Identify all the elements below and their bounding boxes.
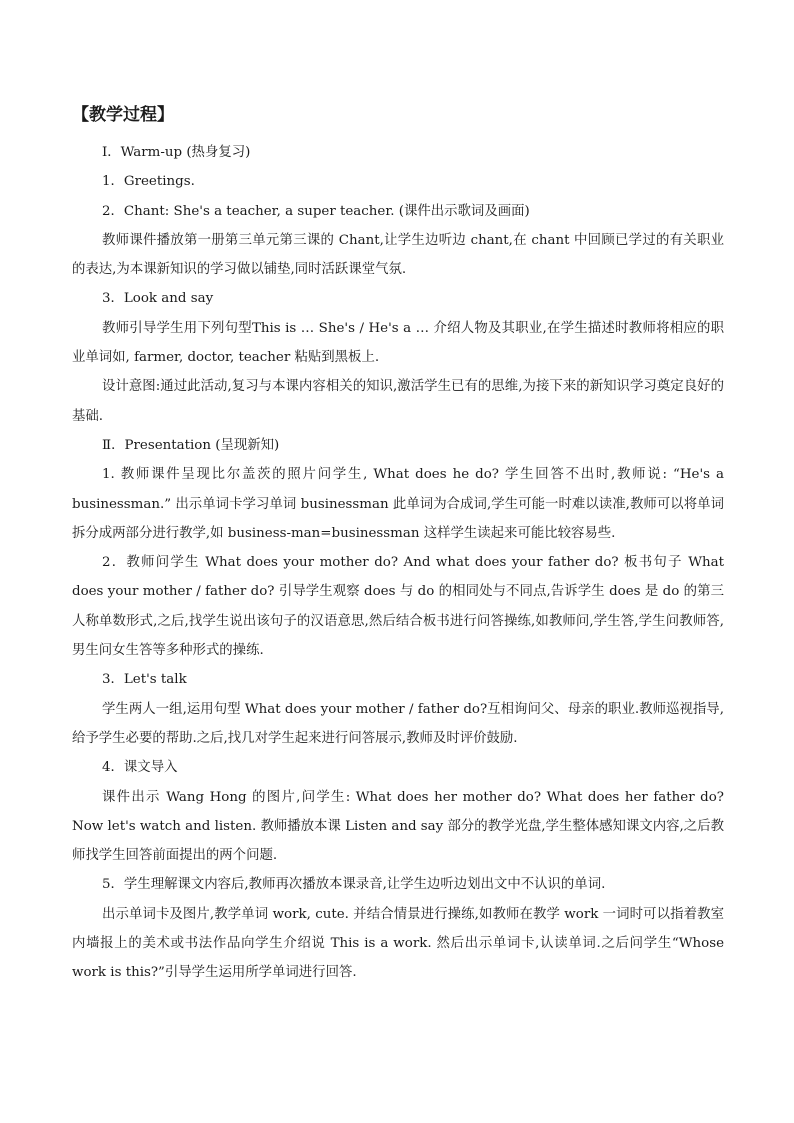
word-card-description: 出示单词卡及图片,教学单词 work, cute. 并结合情景进行操练,如教师在教学 work 一词时可以指着教室内墙报上的美术或书法作品向学生介绍说 This is a work. 然后出示单词卡,认读单词.之后问学生“Whose work is this?”引导学生运用所学单词进行回答. bbox=[72, 906, 724, 981]
step-look-and-say: 3．Look and say bbox=[102, 291, 214, 307]
warmup-heading: Ⅰ．Warm-up (热身复习) bbox=[102, 145, 251, 160]
text-intro-description: 课件出示 Wang Hong 的图片,问学生: What does her mother do? What does her father do? Now let's watch and listen. 教师播放本课 Listen and say 部分的教学光盘,学生整体感知课文内容,之后教师找学生回答前面提出的两个问题. bbox=[72, 789, 724, 864]
step-text-intro: 4．课文导入 bbox=[102, 760, 178, 776]
presentation-step-2: 2．教师问学生 What does your mother do? And what does your father do? 板书句子 What does your mother / father do? 引导学生观察 does 与 do 的相同处与不同点,告诉学生 does 是 do 的第三人称单数形式,之后,找学生说出该句子的汉语意思,然后结合板书进行问答操练,如教师问,学生答,学生问教师答,男生问女生答等多种形式的操练. bbox=[72, 555, 724, 659]
chant-description: 教师课件播放第一册第三单元第三课的 Chant,让学生边听边 chant,在 chant 中回顾已学过的有关职业的表达,为本课新知识的学习做以铺垫,同时活跃课堂气氛. bbox=[72, 232, 724, 278]
step-greetings: 1．Greetings. bbox=[102, 174, 195, 190]
step-chant: 2．Chant: She's a teacher, a super teacher. (课件出示歌词及画面) bbox=[102, 203, 530, 219]
step-lets-talk: 3．Let's talk bbox=[102, 672, 187, 688]
presentation-step-1: 1. 教师课件呈现比尔盖茨的照片问学生, What does he do? 学生回答不出时,教师说: “He's a businessman.” 出示单词卡学习单词 businessman 此单词为合成词,学生可能一时难以读准,教师可以将单词拆分成两部分进行教学,如 business-man=businessman 这样学生读起来可能比较容易些. bbox=[72, 467, 724, 541]
document-page bbox=[72, 100, 724, 988]
lets-talk-description: 学生两人一组,运用句型 What does your mother / father do?互相询问父、母亲的职业.教师巡视指导,给予学生必要的帮助.之后,找几对学生起来进行问答展示,教师及时评价鼓励. bbox=[72, 701, 724, 746]
section-title: 【教学过程】 bbox=[72, 105, 174, 125]
look-and-say-description: 教师引导学生用下列句型This is … She's / He's a … 介绍人物及其职业,在学生描述时教师将相应的职业单词如, farmer, doctor, teacher 粘贴到黑板上. bbox=[72, 320, 724, 366]
step-5: 5．学生理解课文内容后,教师再次播放本课录音,让学生边听边划出文中不认识的单词. bbox=[102, 877, 606, 893]
design-intent: 设计意图:通过此活动,复习与本课内容相关的知识,激活学生已有的思维,为接下来的新知识学习奠定良好的基础. bbox=[72, 379, 724, 424]
presentation-heading: Ⅱ．Presentation (呈现新知) bbox=[102, 437, 280, 453]
